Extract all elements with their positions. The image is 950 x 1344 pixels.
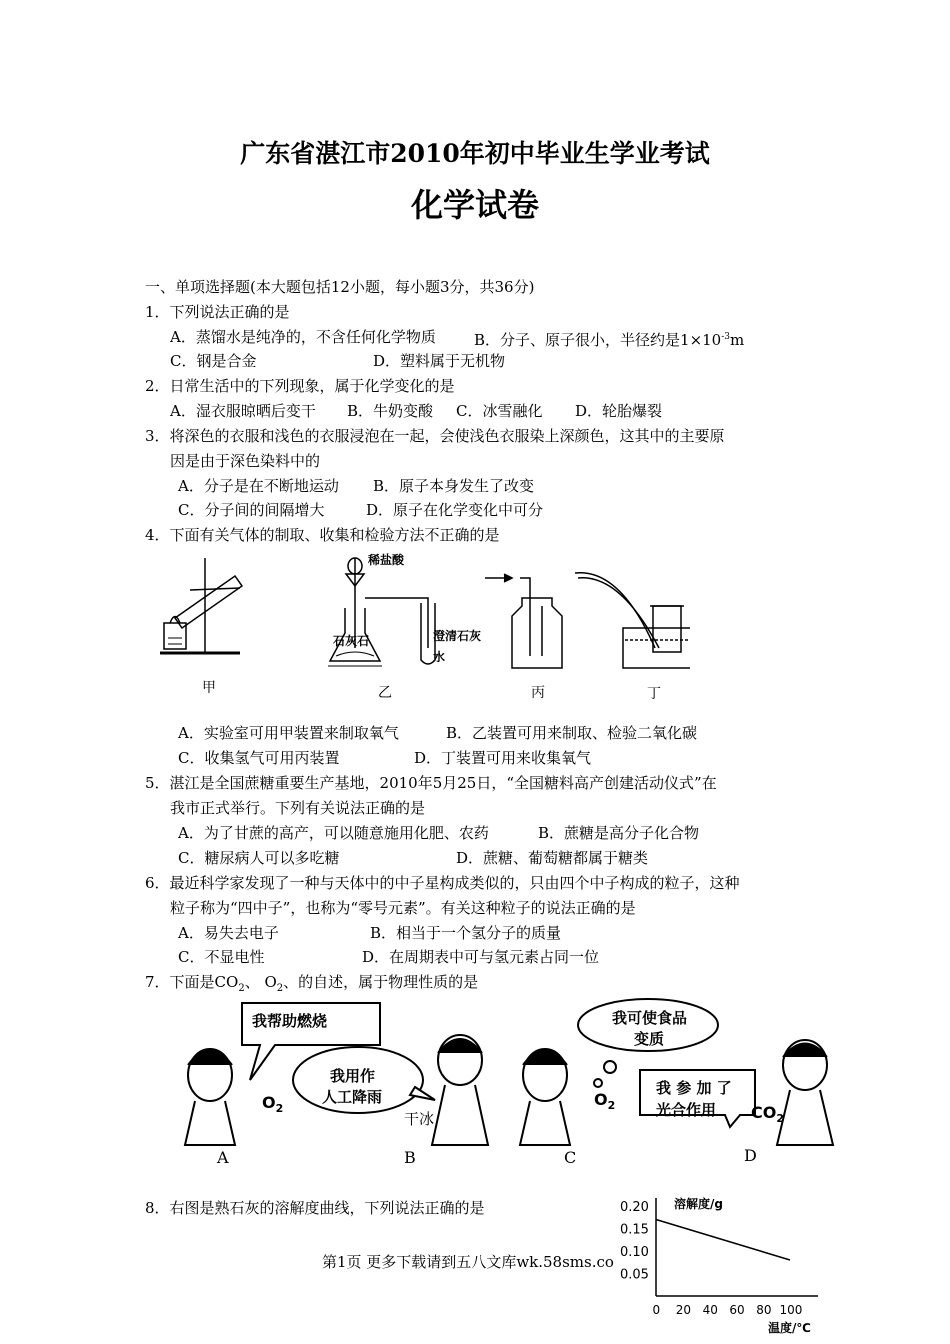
q2-option-a: A．湿衣服晾晒后变干 [170, 402, 316, 420]
q3-stem-continued: 因是由于深色染料中的 [170, 452, 321, 470]
q2-option-d: D．轮胎爆裂 [575, 402, 663, 420]
bubble-c-text-2: 变质 [634, 1030, 665, 1048]
bubble-b-text-1: 我用作 [330, 1067, 376, 1085]
apparatus-jia [160, 558, 242, 653]
cartoon-label-a: A [217, 1148, 229, 1167]
paper-title: 广东省湛江市2010年初中毕业生学业考试 [240, 139, 710, 168]
label-limewater-2: 水 [433, 650, 446, 664]
q4-option-a: A．实验室可用甲装置来制取氧气 [178, 724, 399, 742]
q3-option-a: A．分子是在不断地运动 [178, 477, 339, 495]
chart-ytick-label: 0.15 [620, 1222, 649, 1238]
q5-option-b: B．蔗糖是高分子化合物 [538, 824, 700, 842]
q4-option-b: B．乙装置可用来制取、检验二氧化碳 [446, 724, 698, 742]
q1-stem: 1．下列说法正确的是 [145, 303, 290, 321]
q5-option-d: D．蔗糖、葡萄糖都属于糖类 [456, 849, 649, 867]
label-limestone: 石灰石 [333, 634, 370, 648]
label-dilute-hcl: 稀盐酸 [368, 553, 405, 567]
q1-option-a: A．蒸馏水是纯净的，不含任何化学物质 [170, 328, 436, 346]
q2-option-c: C．冰雪融化 [456, 402, 543, 420]
figure-label-jia: 甲 [202, 680, 216, 696]
section-heading: 一、单项选择题(本大题包括12小题，每小题3分，共36分) [145, 278, 535, 296]
o2-tag-c [594, 1090, 615, 1112]
solubility-chart [618, 1190, 838, 1344]
q5-stem-continued: 我市正式举行。下列有关说法正确的是 [170, 799, 426, 817]
o2-tag-a [262, 1093, 283, 1115]
chart-xtick-label: 40 [702, 1303, 718, 1317]
o2-tag-a-text: O [262, 1093, 276, 1112]
bubble-a-text: 我帮助燃烧 [252, 1012, 328, 1030]
q7-stem-part2: 、 O [244, 973, 277, 991]
q6-option-d: D．在周期表中可与氢元素占同一位 [362, 948, 600, 966]
figure-label-ding: 丁 [647, 686, 661, 702]
apparatus-ding [575, 573, 690, 668]
page-footer: 第1页 更多下载请到五八文库wk.58sms.co [322, 1253, 614, 1271]
cartoon-label-d: D [744, 1146, 757, 1165]
q7-stem-sub1: 2 [238, 983, 245, 994]
q1-option-b-exponent: -3 [721, 332, 731, 342]
figure-label-bing: 丙 [531, 685, 545, 701]
co2-tag-d-sub: 2 [776, 1112, 784, 1126]
chart-xtick-label: 0 [652, 1303, 661, 1317]
q1-option-b-text: B．分子、原子很小，半径约是1×10 [474, 331, 722, 349]
q8-stem: 8．右图是熟石灰的溶解度曲线，下列说法正确的是 [145, 1199, 485, 1217]
q6-option-a: A．易失去电子 [178, 924, 279, 942]
o2-tag-c-sub: 2 [607, 1099, 616, 1113]
cartoon-label-c: C [564, 1148, 577, 1167]
q2-option-b: B．牛奶变酸 [347, 402, 434, 420]
chart-xtick-label: 100 [779, 1303, 803, 1317]
q6-option-c: C．不显电性 [178, 948, 265, 966]
q4-option-d: D．丁装置可用来收集氧气 [414, 749, 592, 767]
apparatus-yi [328, 558, 435, 666]
co2-tag-d-text: CO [751, 1103, 777, 1122]
o2-tag-c-text: O [594, 1090, 608, 1109]
paper-subtitle: 化学试卷 [410, 186, 539, 224]
q4-option-c: C．收集氢气可用丙装置 [178, 749, 340, 767]
q6-option-b: B．相当于一个氢分子的质量 [370, 924, 562, 942]
q3-option-b: B．原子本身发生了改变 [373, 477, 535, 495]
q1-option-c: C．钢是合金 [170, 352, 257, 370]
chart-ytick-label: 0.05 [620, 1267, 649, 1283]
chart-ylabel: 溶解度/g [674, 1197, 723, 1211]
q5-stem: 5．湛江是全国蔗糖重要生产基地，2010年5月25日，“全国糖料高产创建活动仪式”在 [145, 774, 717, 792]
q2-stem: 2．日常生活中的下列现象，属于化学变化的是 [145, 377, 455, 395]
bubble-b-text-2: 人工降雨 [322, 1088, 383, 1106]
figure-label-yi: 乙 [378, 685, 392, 701]
chart-xtick-label: 20 [675, 1303, 692, 1317]
bubble-c-text-1: 我可使食品 [612, 1009, 688, 1027]
bubble-d-text-1: 我 参 加 了 [656, 1079, 732, 1097]
chart-xtick-label: 60 [729, 1303, 745, 1317]
q7-stem-part1: 7．下面是CO [145, 973, 239, 991]
q1-option-b-unit: m [730, 331, 745, 349]
q3-stem: 3．将深色的衣服和浅色的衣服浸泡在一起，会使浅色衣服染上深颜色，这其中的主要原 [145, 427, 725, 445]
q5-option-a: A．为了甘蔗的高产，可以随意施用化肥、农药 [178, 824, 489, 842]
label-limewater-1: 澄清石灰 [433, 629, 482, 643]
q6-stem-continued: 粒子称为“四中子”，也称为“零号元素”。有关这种粒子的说法正确的是 [170, 899, 636, 917]
solubility-curve [656, 1220, 790, 1261]
bubble-d-text-2: 光合作用 [656, 1101, 717, 1119]
chart-ytick-label: 0.10 [620, 1245, 649, 1260]
chart-ytick-label: 0.20 [620, 1200, 649, 1215]
q4-apparatus-figure [150, 548, 690, 708]
q7-stem-part3: 、的自述，属于物理性质的是 [283, 973, 479, 991]
chart-xtick-label: 80 [756, 1303, 772, 1317]
q1-option-b [474, 327, 744, 350]
q3-option-c: C．分子间的间隔增大 [178, 501, 325, 519]
apparatus-bing [485, 574, 562, 668]
q4-stem: 4．下面有关气体的制取、收集和检验方法不正确的是 [145, 526, 500, 544]
q7-stem-sub2: 2 [276, 983, 284, 994]
q1-option-d: D．塑料属于无机物 [373, 352, 506, 370]
dry-ice-tag: 干冰 [404, 1110, 435, 1128]
o2-tag-a-sub: 2 [275, 1102, 284, 1116]
q6-stem: 6．最近科学家发现了一种与天体中的中子星构成类似的，只由四个中子构成的粒子，这种 [145, 874, 740, 892]
chart-xlabel: 温度/℃ [768, 1321, 811, 1335]
cartoon-label-b: B [404, 1148, 416, 1167]
co2-tag-d [751, 1103, 784, 1125]
q3-option-d: D．原子在化学变化中可分 [366, 501, 544, 519]
q5-option-c: C．糖尿病人可以多吃糖 [178, 849, 340, 867]
